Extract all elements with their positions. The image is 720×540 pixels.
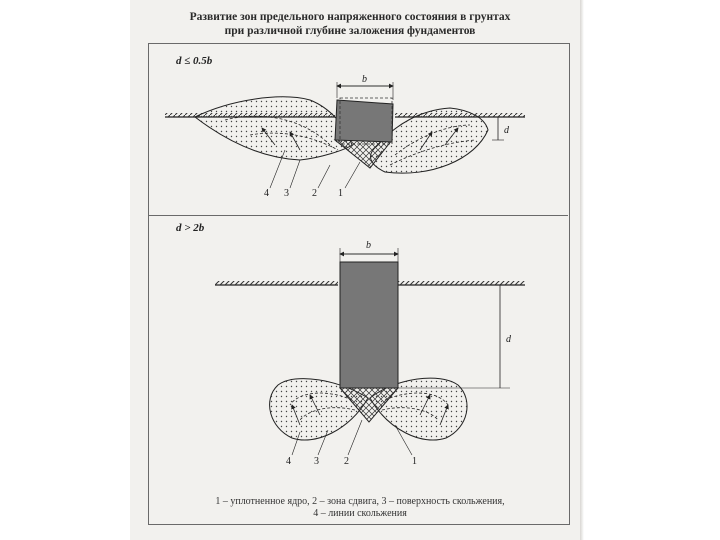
legend-line-1: 1 – уплотненное ядро, 2 – зона сдвига, 3 – поверхность скольжения, bbox=[215, 496, 505, 507]
bottom-number-4: 4 bbox=[286, 456, 291, 467]
top-number-4: 4 bbox=[264, 188, 269, 199]
bottom-width-label: b bbox=[366, 240, 371, 251]
top-number-2: 2 bbox=[312, 188, 317, 199]
top-left-shear-zone bbox=[195, 97, 352, 160]
top-depth-label: d bbox=[504, 125, 509, 136]
bottom-number-2: 2 bbox=[344, 456, 349, 467]
top-panel-condition: d ≤ 0.5b bbox=[176, 55, 213, 67]
top-number-1: 1 bbox=[338, 188, 343, 199]
bottom-panel-diagram bbox=[215, 240, 525, 467]
title-line-1: Развитие зон предельного напряженного состояния в грунтах bbox=[189, 11, 511, 23]
figure-legend bbox=[150, 496, 570, 520]
top-number-3: 3 bbox=[284, 188, 289, 199]
bottom-depth-dimension bbox=[398, 285, 512, 388]
bottom-width-dimension bbox=[340, 240, 398, 262]
legend-line-2: 4 – линии скольжения bbox=[313, 508, 407, 519]
top-panel-diagram bbox=[165, 74, 525, 199]
bottom-number-1: 1 bbox=[412, 456, 417, 467]
bottom-number-3: 3 bbox=[314, 456, 319, 467]
top-foundation-block bbox=[335, 100, 393, 142]
bottom-foundation-block bbox=[340, 262, 398, 388]
top-depth-dimension bbox=[492, 117, 510, 140]
title-line-2: при различной глубине заложения фундаментов bbox=[224, 25, 476, 37]
top-width-dimension bbox=[337, 74, 393, 100]
bottom-panel-condition: d > 2b bbox=[176, 222, 205, 234]
bottom-depth-label: d bbox=[506, 334, 511, 345]
top-width-label: b bbox=[362, 74, 367, 85]
